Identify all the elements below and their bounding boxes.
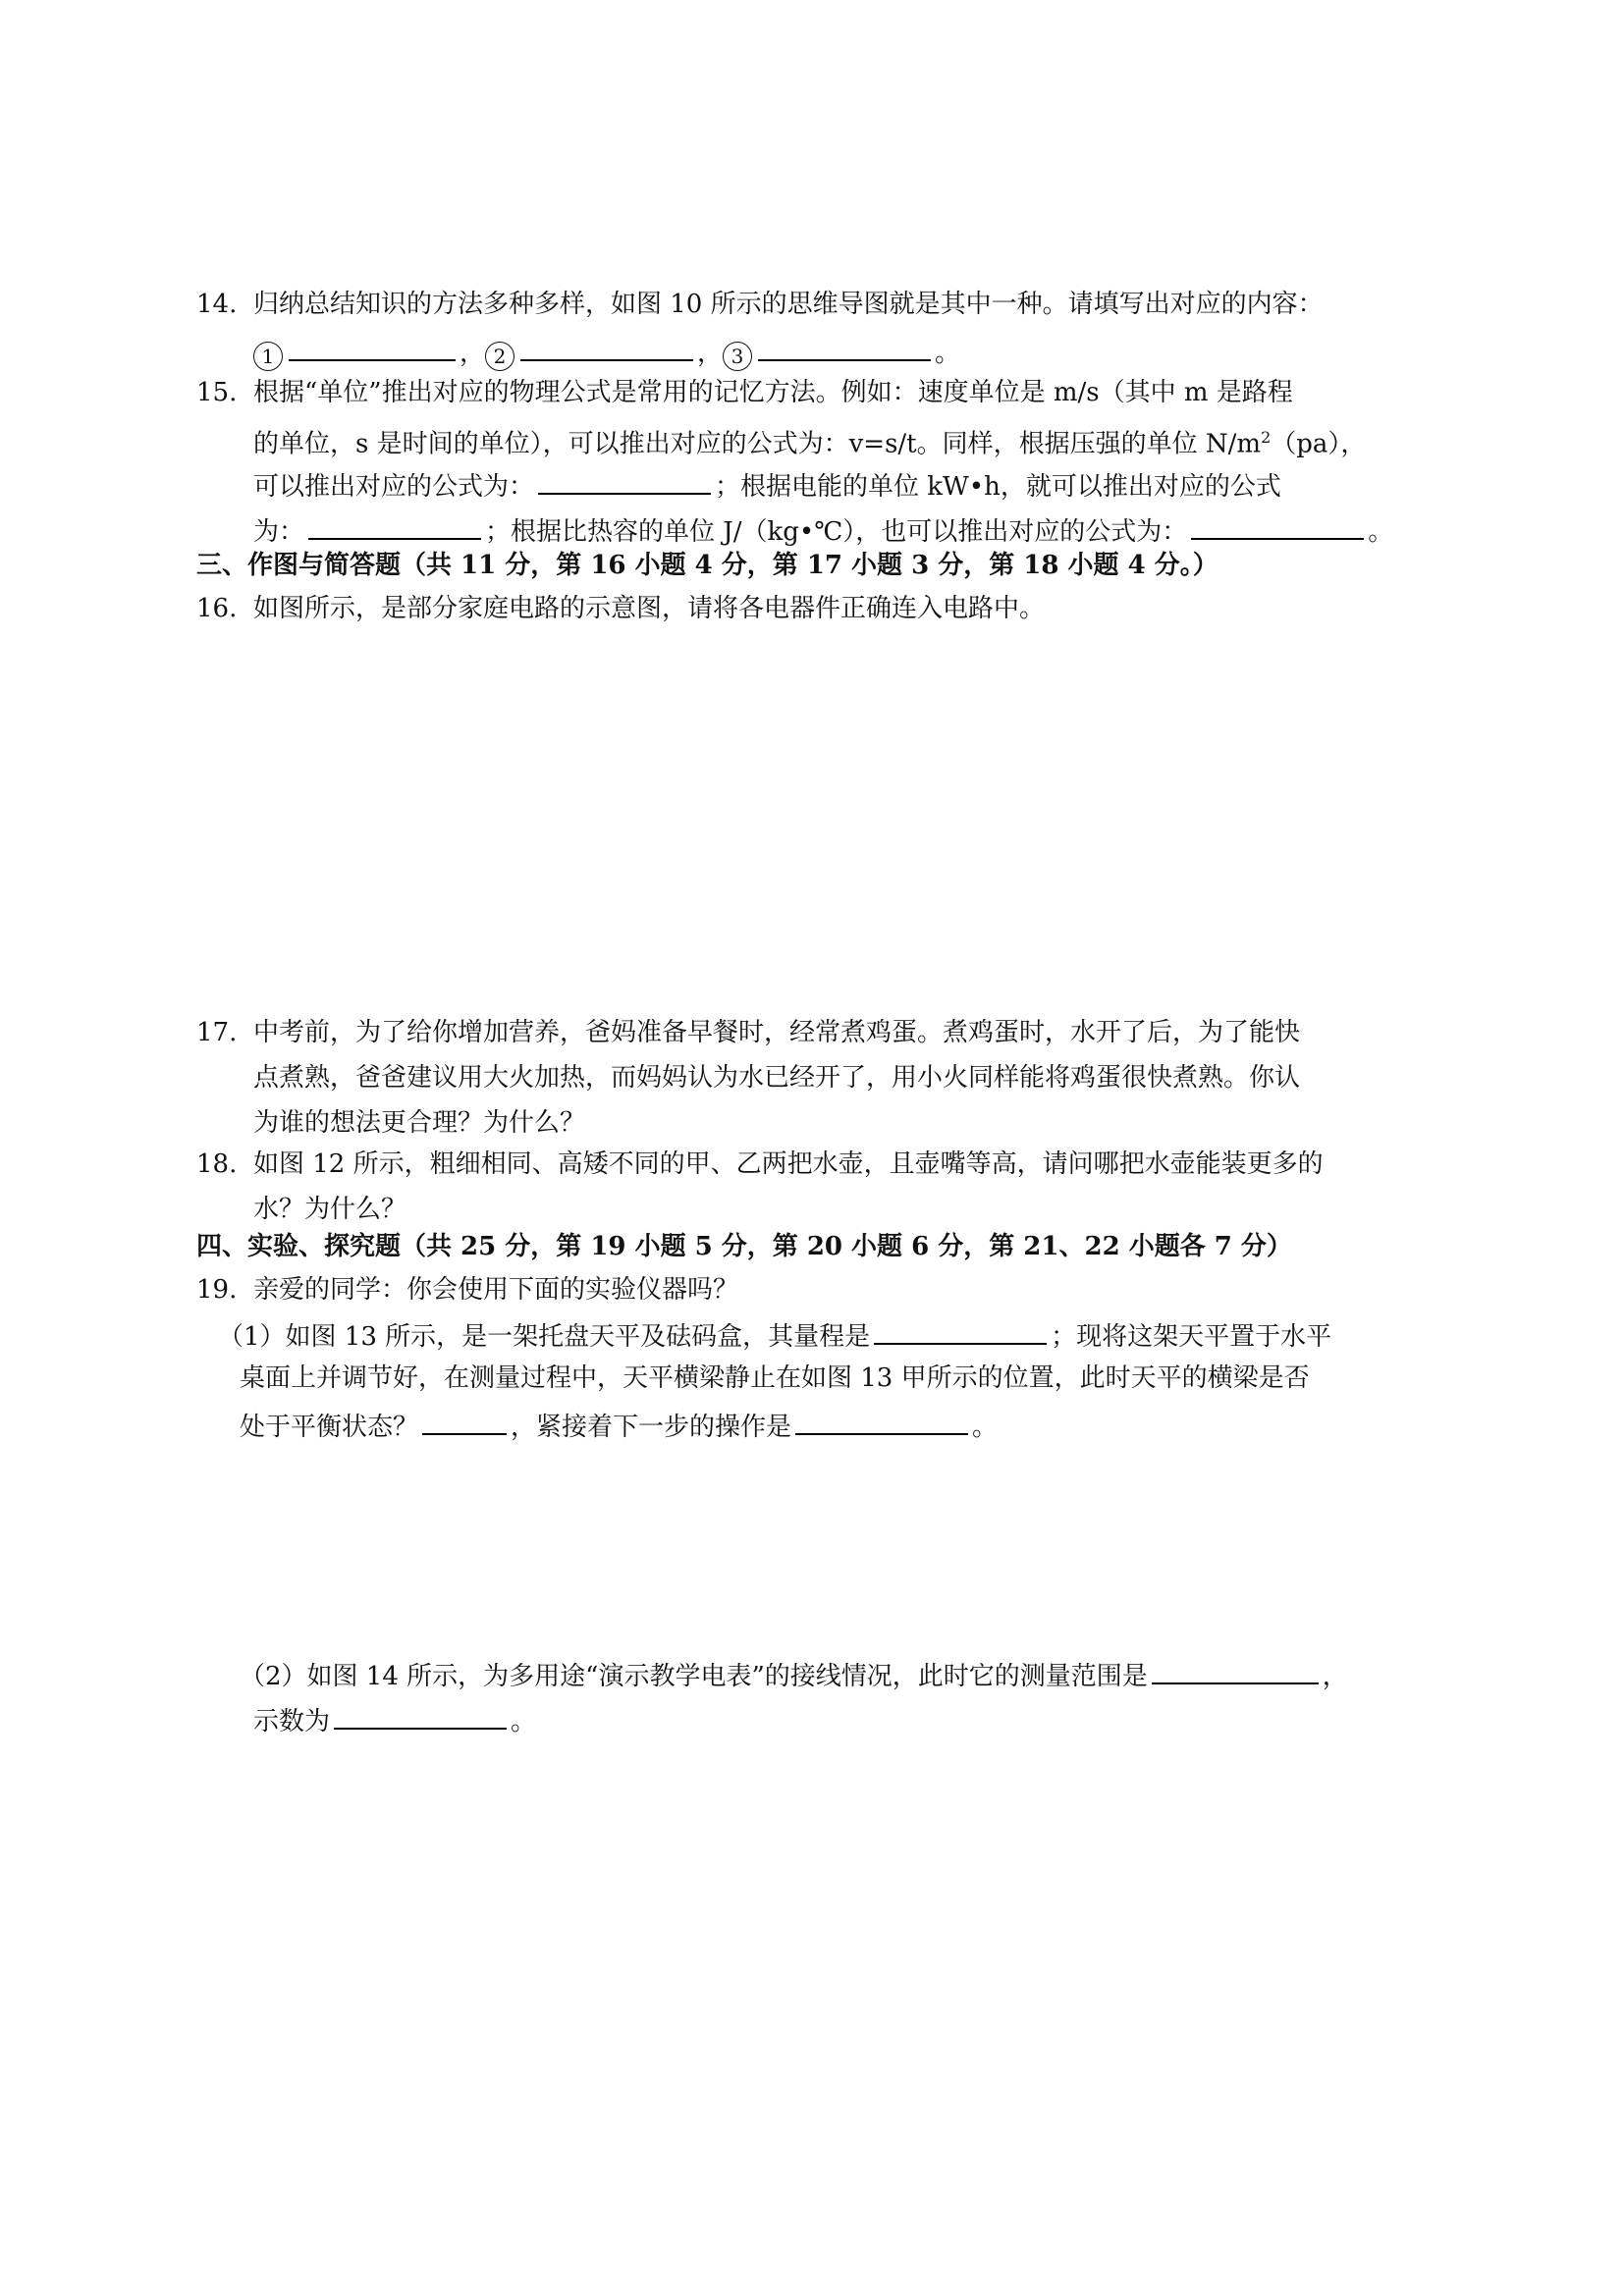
- q15-line4-text: 为：: [253, 517, 305, 547]
- q16-number: 16.: [196, 594, 238, 623]
- q19-part2-end: 。: [511, 1707, 537, 1736]
- q15-text-line2: [253, 420, 1366, 462]
- q14-text-line1: 归纳总结知识的方法多种多样，如图 10 所示的思维导图就是其中一种。请填写出对应的内容：: [253, 290, 1324, 319]
- q19-intro: 亲爱的同学：你会使用下面的实验仪器吗？: [253, 1275, 739, 1305]
- q19-part1-text: （1）如图 13 所示，是一架托盘天平及砝码盒，其量程是: [218, 1322, 871, 1352]
- q19-part2-line2: [253, 1700, 536, 1739]
- section-4-heading: 四、实验、探究题（共 25 分，第 19 小题 5 分，第 20 小题 6 分，第 21、22 小题各 7 分）: [196, 1232, 1292, 1261]
- q18-text-line1: 如图 12 所示，粗细相同、高矮不同的甲、乙两把水壶，且壶嘴等高，请问哪把水壶能装更多的: [253, 1149, 1324, 1179]
- q17-number: 17.: [196, 1018, 238, 1047]
- q16-text: 如图所示，是部分家庭电路的示意图，请将各电器件正确连入电路中。: [253, 594, 1046, 623]
- q15-superscript: 2: [1261, 428, 1272, 447]
- section-3-heading: 三、作图与简答题（共 11 分，第 16 小题 4 分，第 17 小题 3 分，第 18 小题 4 分。）: [196, 551, 1218, 580]
- q15-line4-mid: ；根据比热容的单位 J/（kg•℃），也可以推出对应的公式为：: [485, 517, 1188, 547]
- q14-blank-2[interactable]: [520, 332, 693, 361]
- q14-end: 。: [935, 339, 961, 368]
- q14-blank-1[interactable]: [289, 332, 456, 361]
- q19-blank-reading[interactable]: [334, 1700, 507, 1730]
- q19-blank-next-step[interactable]: [795, 1406, 968, 1435]
- q19-blank-balance[interactable]: [422, 1406, 507, 1435]
- q15-number: 15.: [196, 378, 238, 407]
- q19-part1-next: ，紧接着下一步的操作是: [511, 1413, 792, 1442]
- q19-part2-comma: ，: [1322, 1662, 1348, 1691]
- q15-line2-text: 的单位，s 是时间的单位），可以推出对应的公式为：v=s/t。同样，根据压强的单位 N/m: [253, 429, 1262, 459]
- q18-text-line2: 水？为什么？: [253, 1195, 407, 1224]
- q19-blank-range[interactable]: [874, 1315, 1047, 1345]
- q15-line3-end: ；根据电能的单位 kW•h，就可以推出对应的公式: [715, 472, 1281, 502]
- q19-part1-end: 。: [972, 1413, 999, 1442]
- q19-part1-line1: [218, 1315, 1331, 1355]
- q15-blank-heat[interactable]: [1191, 510, 1364, 540]
- q15-line3-text: 可以推出对应的公式为：: [253, 472, 535, 502]
- q19-number: 19.: [196, 1275, 238, 1305]
- q14-blanks-line: [253, 332, 960, 371]
- q14-blank-3[interactable]: [758, 332, 931, 361]
- q17-text-line1: 中考前，为了给你增加营养，爸妈准备早餐时，经常煮鸡蛋。煮鸡蛋时，水开了后，为了能快: [253, 1018, 1301, 1047]
- q15-text-line1: 根据“单位”推出对应的物理公式是常用的记忆方法。例如：速度单位是 m/s（其中 m 是路程: [253, 378, 1293, 407]
- q15-line4-end: 。: [1368, 517, 1394, 547]
- q18-number: 18.: [196, 1149, 238, 1179]
- q14-comma-1: ，: [460, 339, 486, 368]
- q14-number: 14.: [196, 290, 238, 319]
- q15-blank-pressure[interactable]: [538, 465, 711, 495]
- q19-part2-line1: [240, 1655, 1348, 1694]
- q19-blank-meter-range[interactable]: [1152, 1655, 1319, 1684]
- q14-circle-2: 2: [485, 342, 514, 371]
- q19-part2-text: （2）如图 14 所示，为多用途“演示教学电表”的接线情况，此时它的测量范围是: [240, 1662, 1148, 1691]
- q17-text-line3: 为谁的想法更合理？为什么？: [253, 1108, 586, 1138]
- q19-part1-text-end: ；现将这架天平置于水平: [1051, 1322, 1332, 1352]
- q19-part2-reading-label: 示数为: [253, 1707, 331, 1736]
- q14-circle-1: 1: [253, 342, 283, 371]
- q19-part1-question: 处于平衡状态？: [240, 1413, 419, 1442]
- q17-text-line2: 点煮熟，爸爸建议用大火加热，而妈妈认为水已经开了，用小火同样能将鸡蛋很快煮熟。你认: [253, 1063, 1301, 1093]
- q15-text-line3: [253, 465, 1281, 505]
- q15-text-line4: [253, 510, 1393, 550]
- q15-line2-end: （pa），: [1271, 429, 1367, 459]
- q14-circle-3: 3: [723, 342, 752, 371]
- q15-blank-energy[interactable]: [308, 510, 481, 540]
- q14-comma-2: ，: [697, 339, 724, 368]
- q19-part1-line2: 桌面上并调节好，在测量过程中，天平横梁静止在如图 13 甲所示的位置，此时天平的横梁是否: [240, 1363, 1310, 1393]
- q19-part1-line3: [240, 1406, 998, 1445]
